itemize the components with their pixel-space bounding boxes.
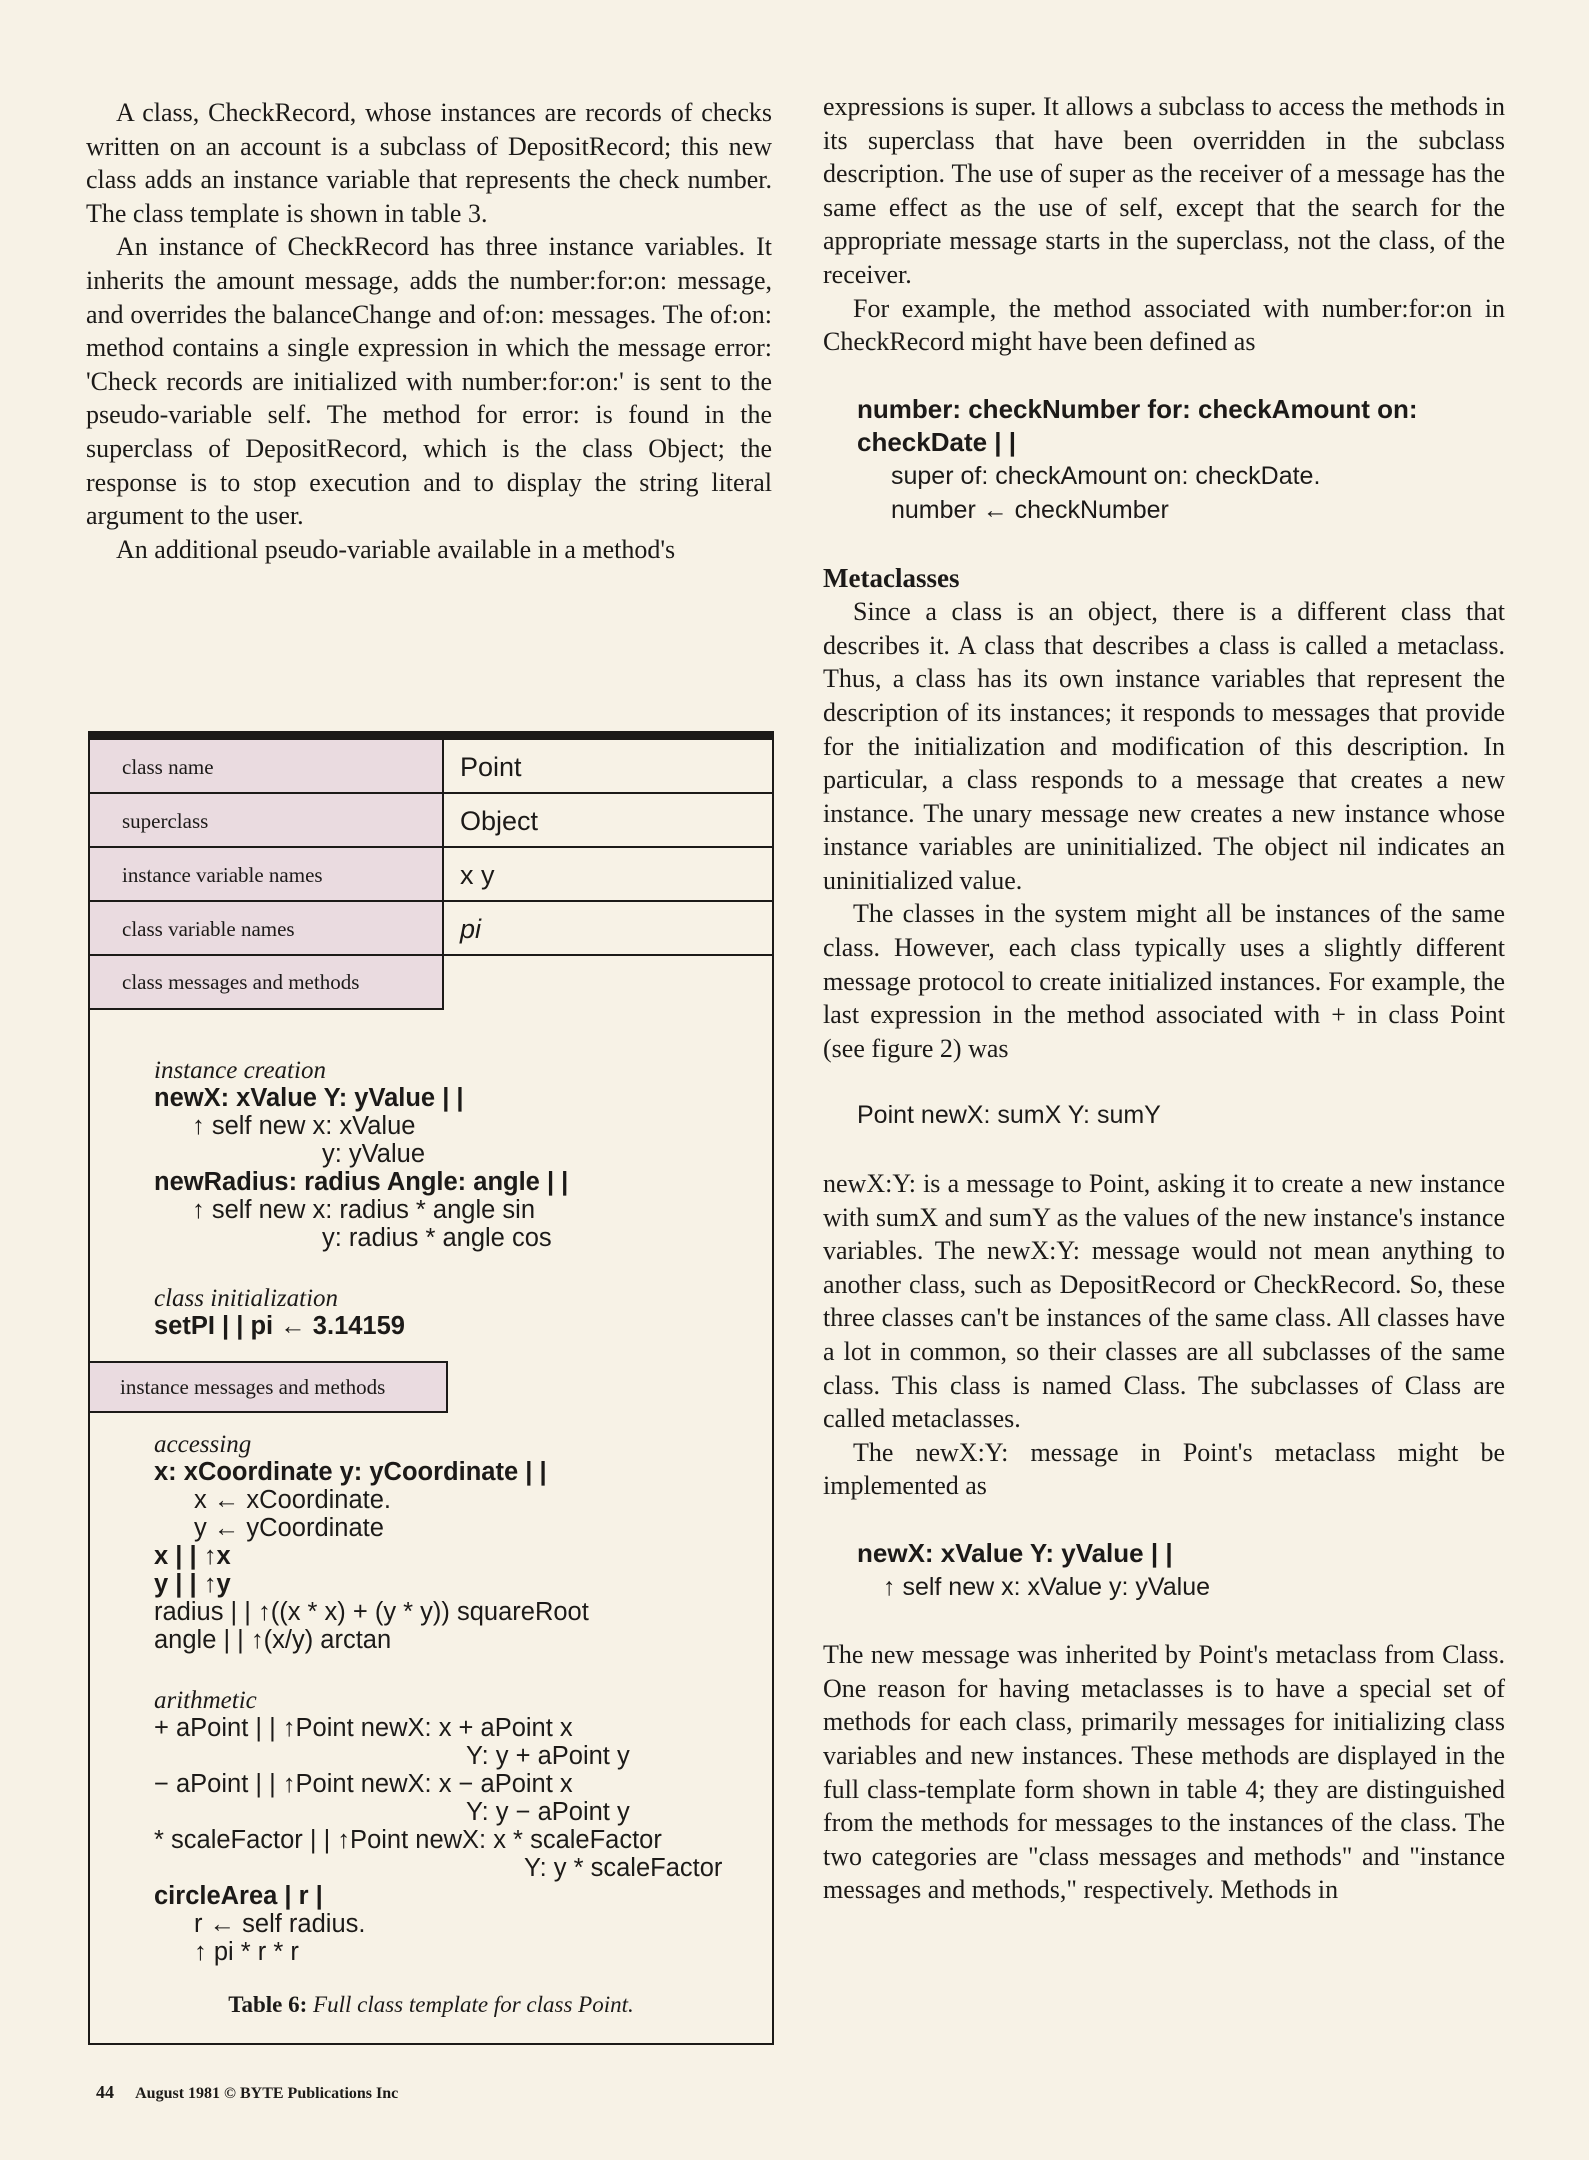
left-paragraph-1: A class, CheckRecord, whose instances are records of checks written on an account is a subclass of DepositRecord; this new class adds an instance variable that represents the check number. The class template is shown in table 3. xyxy=(86,98,772,228)
table-label: instance variable names xyxy=(90,848,444,900)
instance-category-accessing xyxy=(154,1430,251,1459)
method-signature: + aPoint | | ↑Point newX: x + aPoint x xyxy=(154,1714,573,1742)
method-signature: x | | ↑x xyxy=(154,1542,231,1570)
category-label: class initialization xyxy=(154,1285,339,1312)
page-footer xyxy=(96,2082,398,2103)
table-label: superclass xyxy=(90,794,444,846)
table-row-class-variables xyxy=(90,902,772,956)
code-line: newX: xValue Y: yValue | | xyxy=(857,1537,1173,1568)
instance-messages-label: instance messages and methods xyxy=(90,1361,448,1413)
code-line: super of: checkAmount on: checkDate. xyxy=(891,461,1321,490)
left-paragraph-2: An instance of CheckRecord has three instance variables. It inherits the amount message, adds the number:for:on: message, and overrides the balanceChange and of:on: messages. The of:on: method contains a single expression in which the message error: 'Check records are initialized with number:for:on:' is sent to the pseudo-variable self. The method for error: is found in the superclass of DepositRecord, which is the class Object; the response is to stop execution and to display the string literal argument to the user. xyxy=(86,232,772,531)
class-template-table xyxy=(88,731,774,2045)
right-paragraph-7: The new message was inherited by Point's metaclass from Class. One reason for having metaclasses is to have a special set of methods for each class, primarily messages for initializing class variables and new instances. These methods are displayed in the full class-template form shown in table 4; they are distinguished from the methods for messages to the instances of the class. The two categories are "class messages and methods" and "instance messages and methods," respectively. Methods in xyxy=(823,1640,1505,1905)
class-messages-label: class messages and methods xyxy=(90,956,444,1010)
category-label: accessing xyxy=(154,1431,252,1458)
method-signature: setPI | | pi ← 3.14159 xyxy=(154,1312,405,1340)
right-paragraph-2: For example, the method associated with number:for:on in CheckRecord might have been defined as xyxy=(823,293,1505,357)
footer-text: August 1981 © BYTE Publications Inc xyxy=(135,2085,399,2102)
table-caption xyxy=(90,1992,772,2018)
left-column xyxy=(86,96,772,566)
method-body-line: ↑ self new x: radius * angle sin xyxy=(192,1196,536,1224)
category-label: arithmetic xyxy=(154,1687,257,1714)
table-row-superclass xyxy=(90,794,772,848)
method-signature: circleArea | r | xyxy=(154,1882,323,1910)
method-signature: − aPoint | | ↑Point newX: x − aPoint x xyxy=(154,1770,573,1798)
code-line: number ← checkNumber xyxy=(891,495,1169,524)
table-value: Object xyxy=(460,806,539,836)
method-body-line: x ← xCoordinate. xyxy=(194,1486,392,1514)
right-paragraph-3: Since a class is an object, there is a different class that describes it. A class that describes a class is called a metaclass. Thus, a class has its own instance variables that represent the description of its instances; it responds to messages that provide for the initialization and modification of this description. In particular, a class responds to a message that creates a new instance. The unary message new creates a new instance whose instance variables are uninitialized. The object nil indicates an uninitialized value. xyxy=(823,597,1505,895)
class-category-initialization xyxy=(154,1284,338,1313)
right-column xyxy=(823,90,1505,1907)
right-paragraph-6: The newX:Y: message in Point's metaclass might be implemented as xyxy=(823,1437,1505,1501)
method-body-line: ↑ pi * r * r xyxy=(194,1938,299,1966)
method-signature: newX: xValue Y: yValue | | xyxy=(154,1084,464,1112)
code-line: ↑ self new x: xValue y: yValue xyxy=(883,1572,1211,1601)
code-line: number: checkNumber for: checkAmount on: xyxy=(857,393,1418,424)
table-value: Point xyxy=(460,752,522,782)
code-example-2 xyxy=(857,1099,1505,1133)
method-signature: radius | | ↑((x * x) + (y * y)) squareRoot xyxy=(154,1598,589,1626)
caption-text: Full class template for class Point. xyxy=(313,1992,634,2017)
table-label: class variable names xyxy=(90,902,444,954)
method-body-line: Y: y + aPoint y xyxy=(466,1742,630,1770)
table-row-instance-variables xyxy=(90,848,772,902)
method-body-line: ↑ self new x: xValue xyxy=(192,1112,416,1140)
method-body-line: y: yValue xyxy=(322,1140,425,1168)
table-row-class-name xyxy=(90,740,772,794)
method-body-line: r ← self radius. xyxy=(194,1910,366,1938)
caption-prefix: Table 6: xyxy=(228,1992,308,2017)
method-body-line: Y: y * scaleFactor xyxy=(524,1854,723,1882)
section-heading-metaclasses: Metaclasses xyxy=(823,563,960,594)
page-number: 44 xyxy=(96,2082,114,2102)
method-body-line: Y: y − aPoint y xyxy=(466,1798,630,1826)
table-value: pi xyxy=(460,914,482,944)
category-label: instance creation xyxy=(154,1057,326,1084)
table-label: class name xyxy=(90,740,444,792)
instance-category-arithmetic xyxy=(154,1686,257,1715)
method-signature: y | | ↑y xyxy=(154,1570,231,1598)
method-body-line: y ← yCoordinate xyxy=(194,1514,384,1542)
code-line: Point newX: sumX Y: sumY xyxy=(857,1101,1161,1130)
right-paragraph-1: expressions is super. It allows a subclass to access the methods in its superclass that have been overridden in the subclass description. The use of super as the receiver of a message has the same effect as the use of self, except that the search for the appropriate message starts in the superclass, not the class, of the receiver. xyxy=(823,92,1505,289)
table-value: x y xyxy=(460,860,495,890)
left-paragraph-3: An additional pseudo-variable available in a method's xyxy=(116,534,676,564)
class-category-instance-creation xyxy=(154,1056,326,1085)
method-signature: x: xCoordinate y: yCoordinate | | xyxy=(154,1458,547,1486)
method-signature: angle | | ↑(x/y) arctan xyxy=(154,1626,392,1654)
code-line: checkDate | | xyxy=(857,427,1017,458)
method-signature: * scaleFactor | | ↑Point newX: x * scaleFactor xyxy=(154,1826,662,1854)
right-paragraph-5: newX:Y: is a message to Point, asking it to create a new instance with sumX and sumY as the values of the new instance's instance variables. The newX:Y: message would not mean anything to another class, such as DepositRecord or CheckRecord. So, these three classes can't be instances of the same class. All classes have a lot in common, so their classes are all subclasses of the same class. This class is named Class. The subclasses of Class are called metaclasses. xyxy=(823,1169,1505,1434)
code-example-3 xyxy=(857,1537,1505,1604)
code-example-1 xyxy=(857,393,1505,527)
method-signature: newRadius: radius Angle: angle | | xyxy=(154,1168,569,1196)
right-paragraph-4: The classes in the system might all be instances of the same class. However, each class typically uses a slightly different message protocol to create initialized instances. For example, the last expression in the method associated with + in class Point (see figure 2) was xyxy=(823,899,1505,1063)
method-body-line: y: radius * angle cos xyxy=(322,1224,552,1252)
